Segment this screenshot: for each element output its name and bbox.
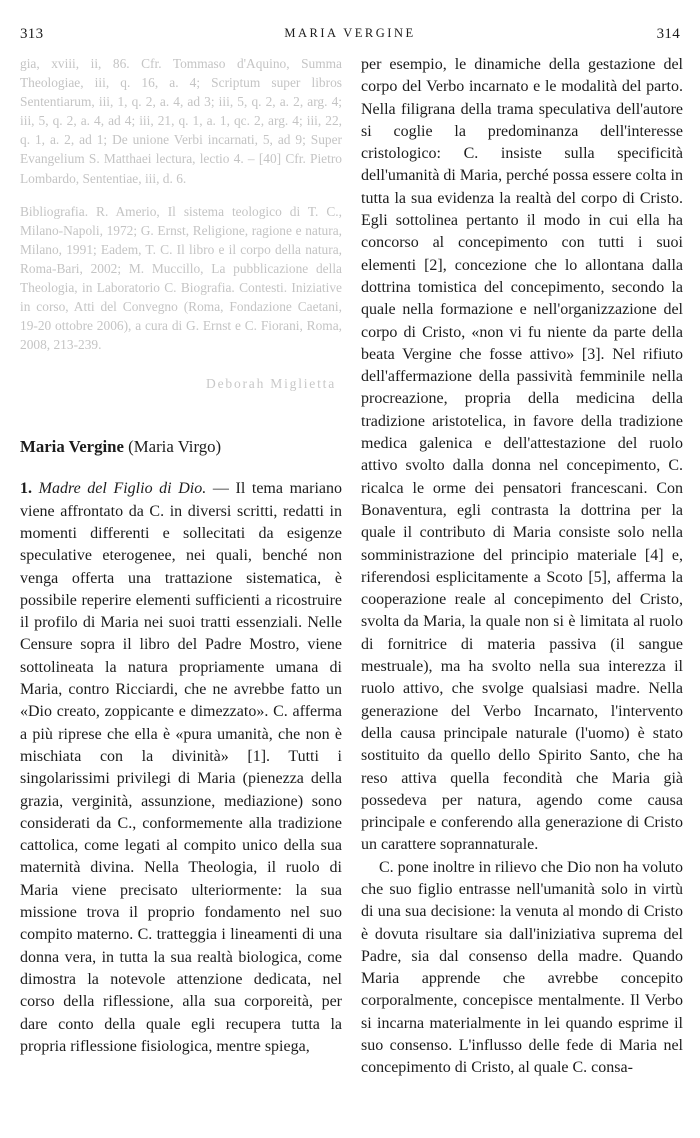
section-1-text: — Il tema mariano viene affrontato da C. in diversi scritti, redatti in momenti differenti e sollecitati da esigenze speculative eterogenee, nei quali, benché non venga offerta una trattazione sistematica, è possibile reperire elementi sufficienti a ricostruire il profilo di Maria nei suoi tratti essenziali. Nelle Censure sopra il libro del Padre Mostro, viene sottolineata la natura propriamente umana di Maria, contro Ricciardi, che ne avrebbe fatto un «Dio creato, zoppicante e dimezzato». C. afferma a più riprese che ella è «pura umanità, che non è mischiata con la divinità» [1]. Tutti i singolarissimi privilegi di Maria (pienezza della grazia, verginità, assunzione, mediazione) sono considerati da C., conformemente alla tradizione cattolica, come legati al compito unico della sua maternità divina. Nella Theologia, il ruolo di Maria viene precisato ulteriormente: la sua missione trova il proprio fondamento nel suo compito materno. C. tratteggia i lineamenti di una donna vera, in tutta la sua realtà biologica, come dimostra la notevole attenzione dedicata, nel corso della riflessione, alla sua corporeità, per dare conto della quale egli recupera tutta la propria riflessione fisiologica, mentre spiega, <box>20 480 343 1055</box>
right-column <box>361 54 683 1080</box>
page-number-left: 313 <box>20 26 44 42</box>
paragraph-consent: C. pone inoltre in rilievo che Dio non ha voluto che suo figlio entrasse nell'umanità solo in virtù di una sua decisione: la venuta al mondo di Cristo è dovuta risultare sia dall'iniziativa suprema del Padre, sia dal consenso della madre. Quando Maria apprende che avrebbe concepito corporalmente, concepisce mentalmente. Il Verbo si incarna materialmente in lei quando esprime il suo consenso. L'influsso delle fede di Maria nel concepimento di Cristo, al quale C. consa- <box>361 858 683 1077</box>
running-title: MARIA VERGINE <box>284 26 416 40</box>
page-number-right: 314 <box>656 26 680 42</box>
left-column <box>20 54 342 1058</box>
section-number: 1. <box>20 480 32 498</box>
entry-heading <box>20 436 342 458</box>
running-header <box>20 26 680 46</box>
entry-latin-title: (Maria Virgo) <box>128 437 222 457</box>
author-signature: Deborah Miglietta <box>206 376 336 392</box>
footnotes-continuation: gia, xviii, ii, 86. Cfr. Tommaso d'Aquino, Summa Theologiae, iii, q. 16, a. 4; Scriptum super libros Sententiarum, iii, 1, q. 2, a. 4, ad 3; iii, 5, q. 2, a. 2, arg. 4; iii, 5, q. 2, a. 4, ad 4; iii, 21, q. 1, a. 1, qc. 2, arg. 4; iii, 22, q. 1, a. 2, ad 1; De unione Verbi incarnati, 5, ad 9; Super Evangelium S. Matthaei lectura, lectio 4. – [40] Cfr. Pietro Lombardo, Sententiae, iii, d. 6. <box>20 56 342 186</box>
section-1-paragraph <box>20 478 342 1058</box>
paragraph-continuation: per esempio, le dinamiche della gestazione del corpo del Verbo incarnato e le modalità del parto. Nella filigrana della trama speculativa dell'autore si coglie la predominanza dell'interesse cristologico: C. insiste sulla specificità dell'umanità di Maria, perché possa essere colta in tutta la sua evidenza la realtà del corpo di Cristo. Egli sottolinea pertanto il modo in cui ella ha concorso al concepimento con tutti i suoi elementi [2], concezione che lo allontana dalla dottrina tomistica del concepimento, secondo la quale nella formazione e nell'organizzazione del corpo di Cristo, «non vi fu niente da parte della beata Vergine che fosse attivo» [3]. Nel rifiuto dell'affermazione della passività femminile nella procreazione, propria della medicina della tradizione aristotelica, in favore della tradizione medica galenica e dell'attestazione del ruolo attivo svolto dalla donna nel concepimento, C. ricalca le orme dei pensatori francescani. Con Bonaventura, egli contrasta la dottrina per la quale il contributo di Maria consiste solo nella somministrazione del principio materiale [4] e, riferendosi esplicitamente a Scoto [5], afferma la cooperazione reale al concepimento del Cristo, svolta da Maria, la quale non si è limitata al ruolo di fornitrice di materia passiva (il sangue mestruale), ma ha svolto nella sua interezza il ruolo attivo, che svolge qualsiasi madre. Nella generazione del Verbo Incarnato, l'intervento della causa principale naturale (l'uomo) è stato sostituito da quello dello Spirito Santo, che ha reso attiva quella fecondità che Maria già possedeva per natura, agendo come causa principale e conferendo alla generazione di Cristo un carattere soprannaturale. <box>361 56 683 854</box>
entry-title: Maria Vergine <box>20 437 124 457</box>
bibliography: Bibliografia. R. Amerio, Il sistema teologico di T. C., Milano-Napoli, 1972; G. Ernst, Religione, ragione e natura, Milano, 1991; Eadem, T. C. Il libro e il corpo della natura, Roma-Bari, 2002; M. Muccillo, La pubblicazione della Theologia, in Laboratorio C. Biografia. Contesti. Iniziative in corso, Atti del Convegno (Roma, Fondazione Caetani, 19-20 ottobre 2006), a cura di G. Ernst e C. Fiorani, Roma, 2008, 213-239. <box>20 203 342 353</box>
section-title: Madre del Figlio di Dio. <box>38 480 207 498</box>
